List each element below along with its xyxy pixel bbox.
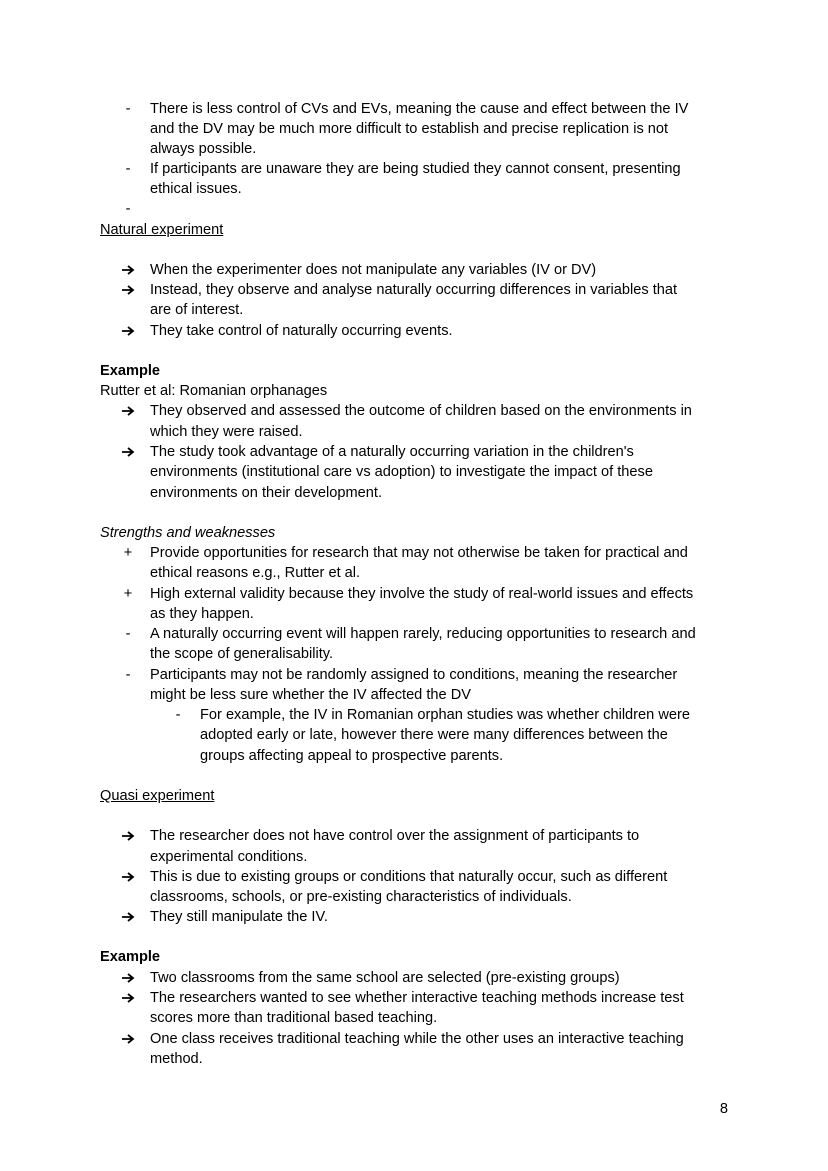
- plus-bullet: +: [123, 586, 133, 602]
- text-line: A naturally occurring event will happen rarely, reducing opportunities to research and: [150, 626, 696, 642]
- dash-bullet: -: [125, 667, 131, 683]
- arrow-right-icon: [118, 1029, 138, 1049]
- arrow-right-icon: [118, 321, 138, 341]
- text-line: experimental conditions.: [150, 849, 308, 865]
- text-line: as they happen.: [150, 606, 254, 622]
- text-line: method.: [150, 1051, 203, 1067]
- example-heading: Example: [100, 363, 161, 379]
- text-line: The researchers wanted to see whether interactive teaching methods increase test: [150, 990, 684, 1006]
- dash-bullet: -: [125, 626, 131, 642]
- page-number: 8: [719, 1101, 728, 1117]
- text-line: scores more than traditional based teaching.: [150, 1010, 438, 1026]
- text-line: and the DV may be much more difficult to establish and precise replication is not: [150, 121, 669, 137]
- natural-experiment-heading: Natural experiment: [100, 222, 224, 238]
- text-line: always possible.: [150, 141, 257, 157]
- dash-bullet: -: [175, 707, 181, 723]
- text-line: adopted early or late, however there were many differences between the: [200, 727, 668, 743]
- dash-bullet: -: [125, 101, 131, 117]
- arrow-right-icon: [118, 442, 138, 462]
- arrow-right-icon: [118, 260, 138, 280]
- text-line: might be less sure whether the IV affected the DV: [150, 687, 471, 703]
- text-line: They take control of naturally occurring events.: [150, 323, 453, 339]
- arrow-right-icon: [118, 826, 138, 846]
- arrow-right-icon: [118, 401, 138, 421]
- arrow-right-icon: [118, 280, 138, 300]
- text-line: environments (institutional care vs adoption) to investigate the impact of these: [150, 464, 653, 480]
- example-heading: Example: [100, 949, 161, 965]
- text-line: There is less control of CVs and EVs, meaning the cause and effect between the IV: [150, 101, 689, 117]
- text-line: The researcher does not have control over the assignment of participants to: [150, 828, 640, 844]
- arrow-right-icon: [118, 988, 138, 1008]
- dash-bullet: -: [125, 201, 131, 217]
- text-line: Two classrooms from the same school are selected (pre-existing groups): [150, 970, 620, 986]
- text-line: which they were raised.: [150, 424, 303, 440]
- arrow-right-icon: [118, 867, 138, 887]
- text-line: environments on their development.: [150, 485, 383, 501]
- text-line: This is due to existing groups or conditions that naturally occur, such as different: [150, 869, 668, 885]
- text-line: They observed and assessed the outcome of children based on the environments in: [150, 403, 692, 419]
- plus-bullet: +: [123, 545, 133, 561]
- text-line: If participants are unaware they are being studied they cannot consent, presenting: [150, 161, 681, 177]
- text-line: classrooms, schools, or pre-existing characteristics of individuals.: [150, 889, 572, 905]
- text-line: groups affecting appeal to prospective parents.: [200, 748, 504, 764]
- text-line: High external validity because they involve the study of real-world issues and effects: [150, 586, 694, 602]
- text-line: They still manipulate the IV.: [150, 909, 328, 925]
- text-line: ethical issues.: [150, 181, 242, 197]
- strengths-weaknesses-heading: Strengths and weaknesses: [100, 525, 276, 541]
- arrow-right-icon: [118, 968, 138, 988]
- text-line: For example, the IV in Romanian orphan studies was whether children were: [200, 707, 690, 723]
- text-line: The study took advantage of a naturally occurring variation in the children's: [150, 444, 634, 460]
- text-line: are of interest.: [150, 302, 244, 318]
- arrow-right-icon: [118, 907, 138, 927]
- text-line: One class receives traditional teaching while the other uses an interactive teaching: [150, 1031, 684, 1047]
- text-line: Provide opportunities for research that may not otherwise be taken for practical and: [150, 545, 688, 561]
- text-line: ethical reasons e.g., Rutter et al.: [150, 565, 361, 581]
- dash-bullet: -: [125, 161, 131, 177]
- quasi-experiment-heading: Quasi experiment: [100, 788, 215, 804]
- text-line: When the experimenter does not manipulate any variables (IV or DV): [150, 262, 597, 278]
- example-title: Rutter et al: Romanian orphanages: [100, 383, 328, 399]
- text-line: Participants may not be randomly assigned to conditions, meaning the researcher: [150, 667, 678, 683]
- text-line: Instead, they observe and analyse naturally occurring differences in variables that: [150, 282, 678, 298]
- text-line: the scope of generalisability.: [150, 646, 334, 662]
